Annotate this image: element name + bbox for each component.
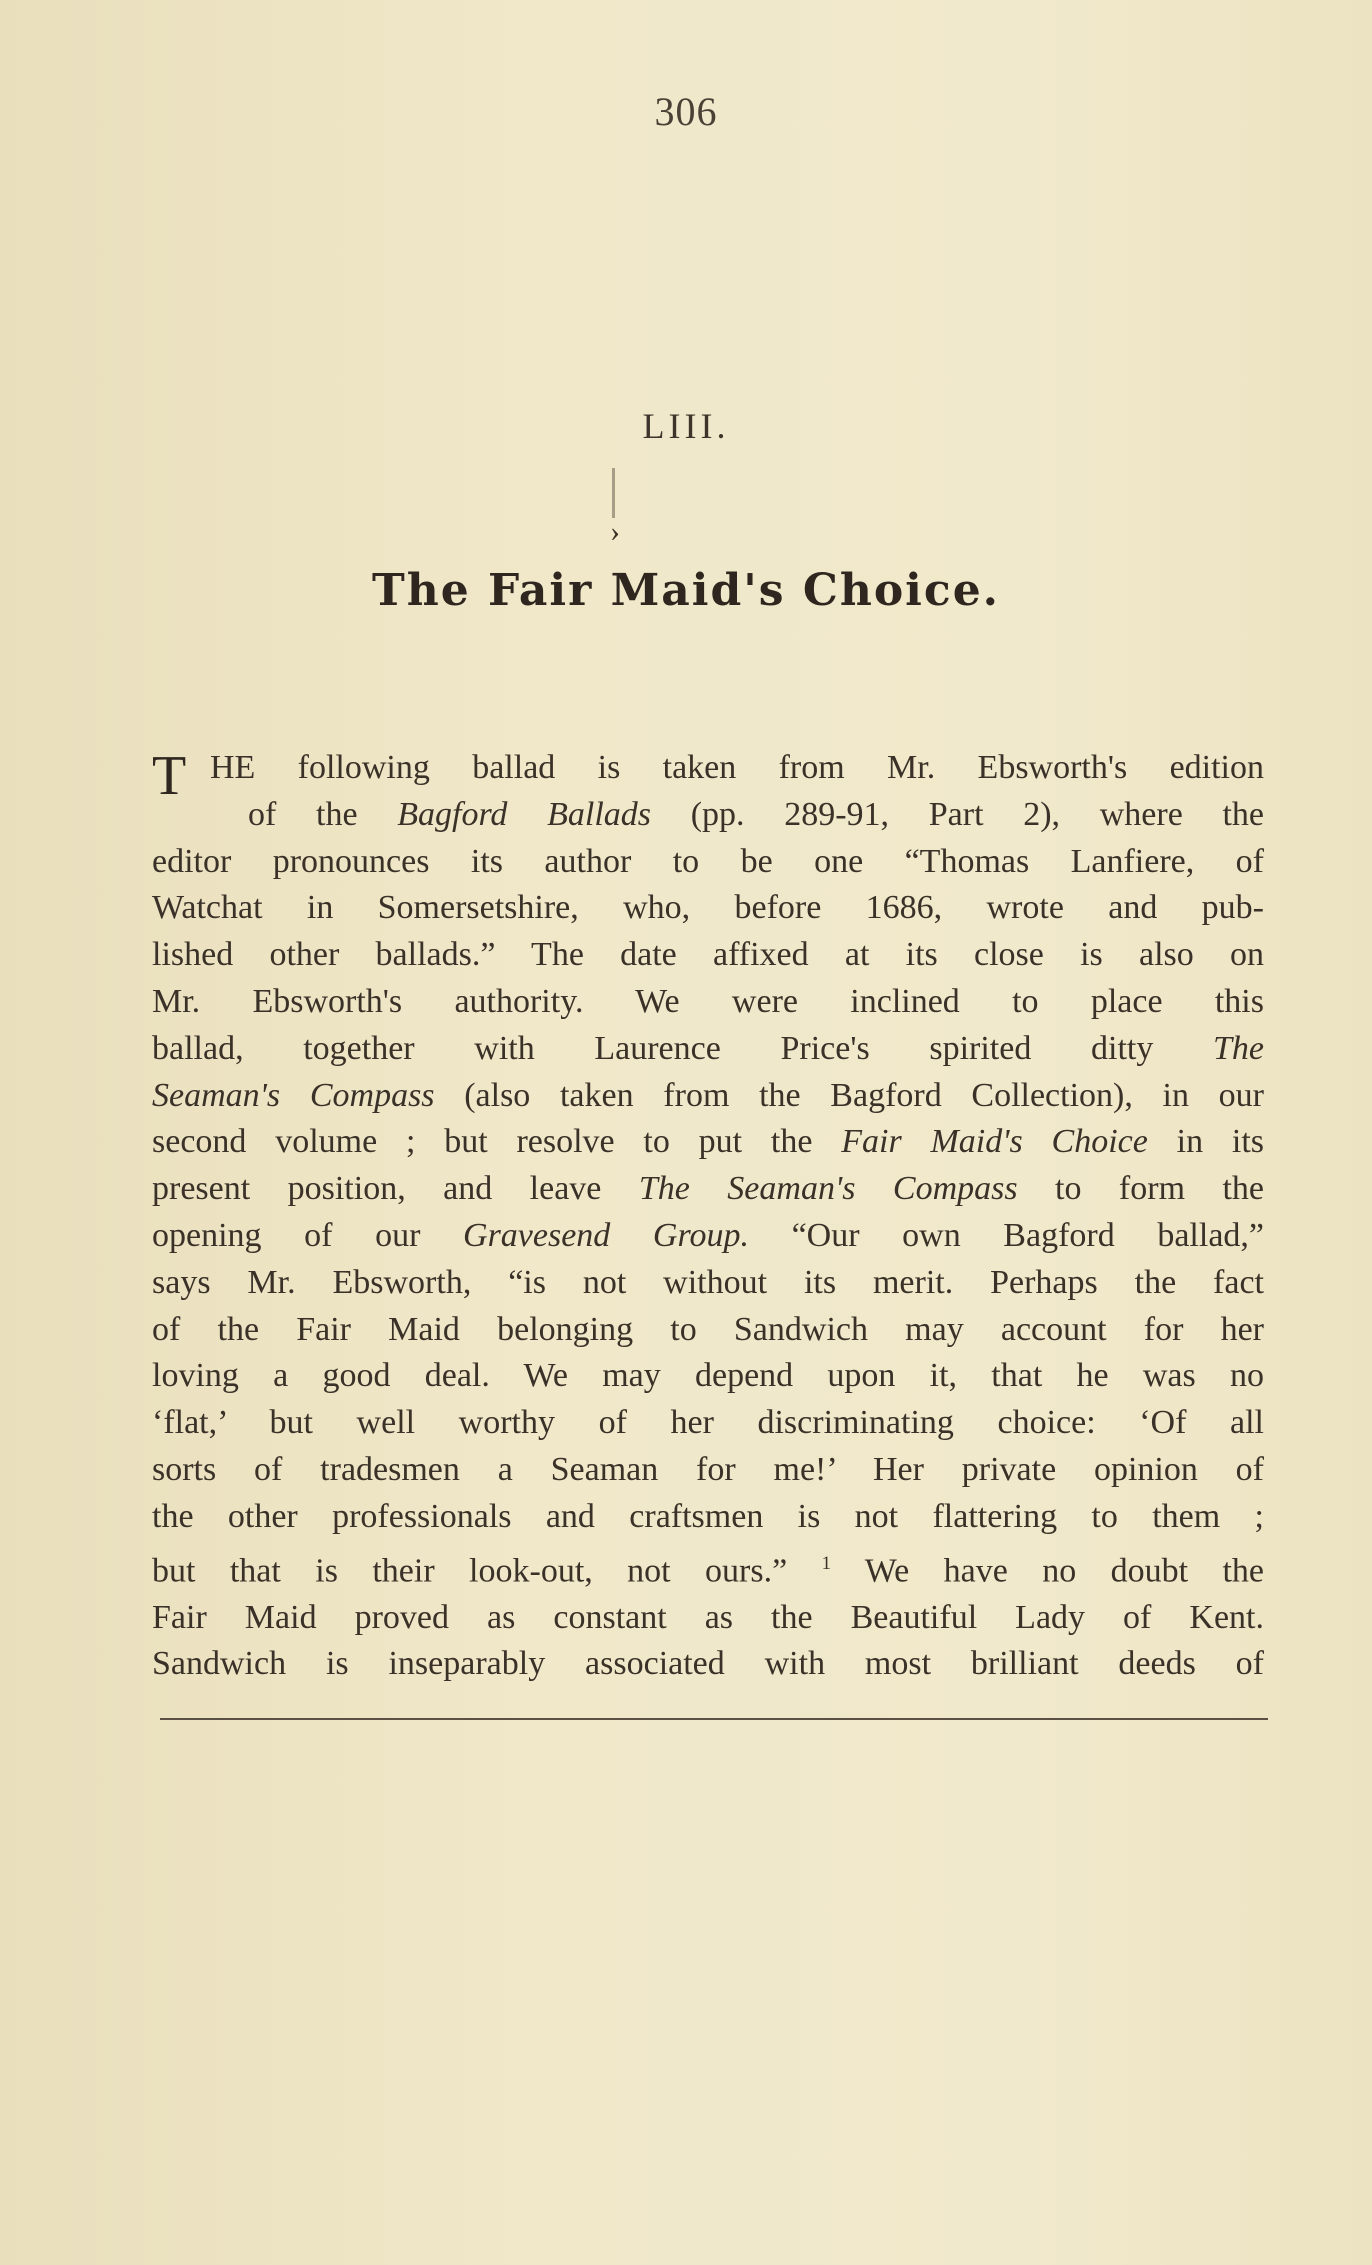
body-line: Sandwich is inseparably associated with most brilliant deeds of	[152, 1645, 1264, 1683]
body-line: present position, and leave The Seaman's Compass to form the	[152, 1170, 1265, 1208]
body-line: Watchat in Somersetshire, who, before 1686, wrote and pub-	[152, 889, 1264, 927]
body-line: HE following ballad is taken from Mr. Ebsworth's edition	[210, 749, 1264, 786]
body-line: the other professionals and craftsmen is not flattering to them ;	[152, 1497, 1264, 1535]
footnote-marker: 1	[821, 1552, 831, 1574]
body-line: ‘flat,’ but well worthy of her discriminating choice: ‘Of all	[152, 1404, 1264, 1442]
body-paragraph	[152, 745, 1264, 1688]
stray-ink-mark	[612, 468, 615, 518]
italic-text: Fair Maid's Choice	[841, 1123, 1148, 1161]
body-line: editor pronounces its author to be one “Thomas Lanfiere, of	[152, 842, 1264, 880]
body-line: sorts of tradesmen a Seaman for me!’ Her private opinion of	[152, 1450, 1264, 1488]
italic-text: Gravesend Group.	[463, 1216, 749, 1254]
body-line: Mr. Ebsworth's authority. We were inclined to place this	[152, 982, 1264, 1020]
stray-chevron-mark: ›	[610, 515, 620, 548]
body-line: Fair Maid proved as constant as the Beautiful Lady of Kent.	[152, 1598, 1264, 1636]
body-line: of the Bagford Ballads (pp. 289-91, Part 2), where the	[248, 795, 1265, 833]
body-line: lished other ballads.” The date affixed at its close is also on	[152, 936, 1264, 974]
ballad-title: The Fair Maid's Choice.	[371, 565, 1001, 616]
italic-text: The	[1213, 1029, 1264, 1067]
body-line: loving a good deal. We may depend upon it, that he was no	[152, 1357, 1264, 1395]
body-line: of the Fair Maid belonging to Sandwich may account for her	[152, 1310, 1264, 1348]
body-line: ballad, together with Laurence Price's spirited ditty The	[152, 1029, 1264, 1067]
italic-text: Seaman's Compass	[152, 1076, 435, 1114]
italic-text: The Seaman's Compass	[638, 1170, 1018, 1208]
italic-text: Bagford Ballads	[397, 795, 652, 833]
footnote-rule	[160, 1718, 1268, 1720]
body-line: but that is their look-out, not ours.” $^1$ We have no doubt the	[152, 1551, 1264, 1589]
body-line: second volume ; but resolve to put the Fair Maid's Choice in its	[152, 1123, 1264, 1161]
body-line: Seaman's Compass (also taken from the Bagford Collection), in our	[152, 1076, 1264, 1114]
chapter-number: LIII.	[642, 406, 730, 446]
page-number: 306	[654, 89, 718, 134]
drop-cap: T	[152, 745, 187, 807]
body-line: opening of our Gravesend Group. “Our own Bagford ballad,”	[152, 1216, 1264, 1254]
body-line: says Mr. Ebsworth, “is not without its merit. Perhaps the fact	[152, 1263, 1264, 1301]
